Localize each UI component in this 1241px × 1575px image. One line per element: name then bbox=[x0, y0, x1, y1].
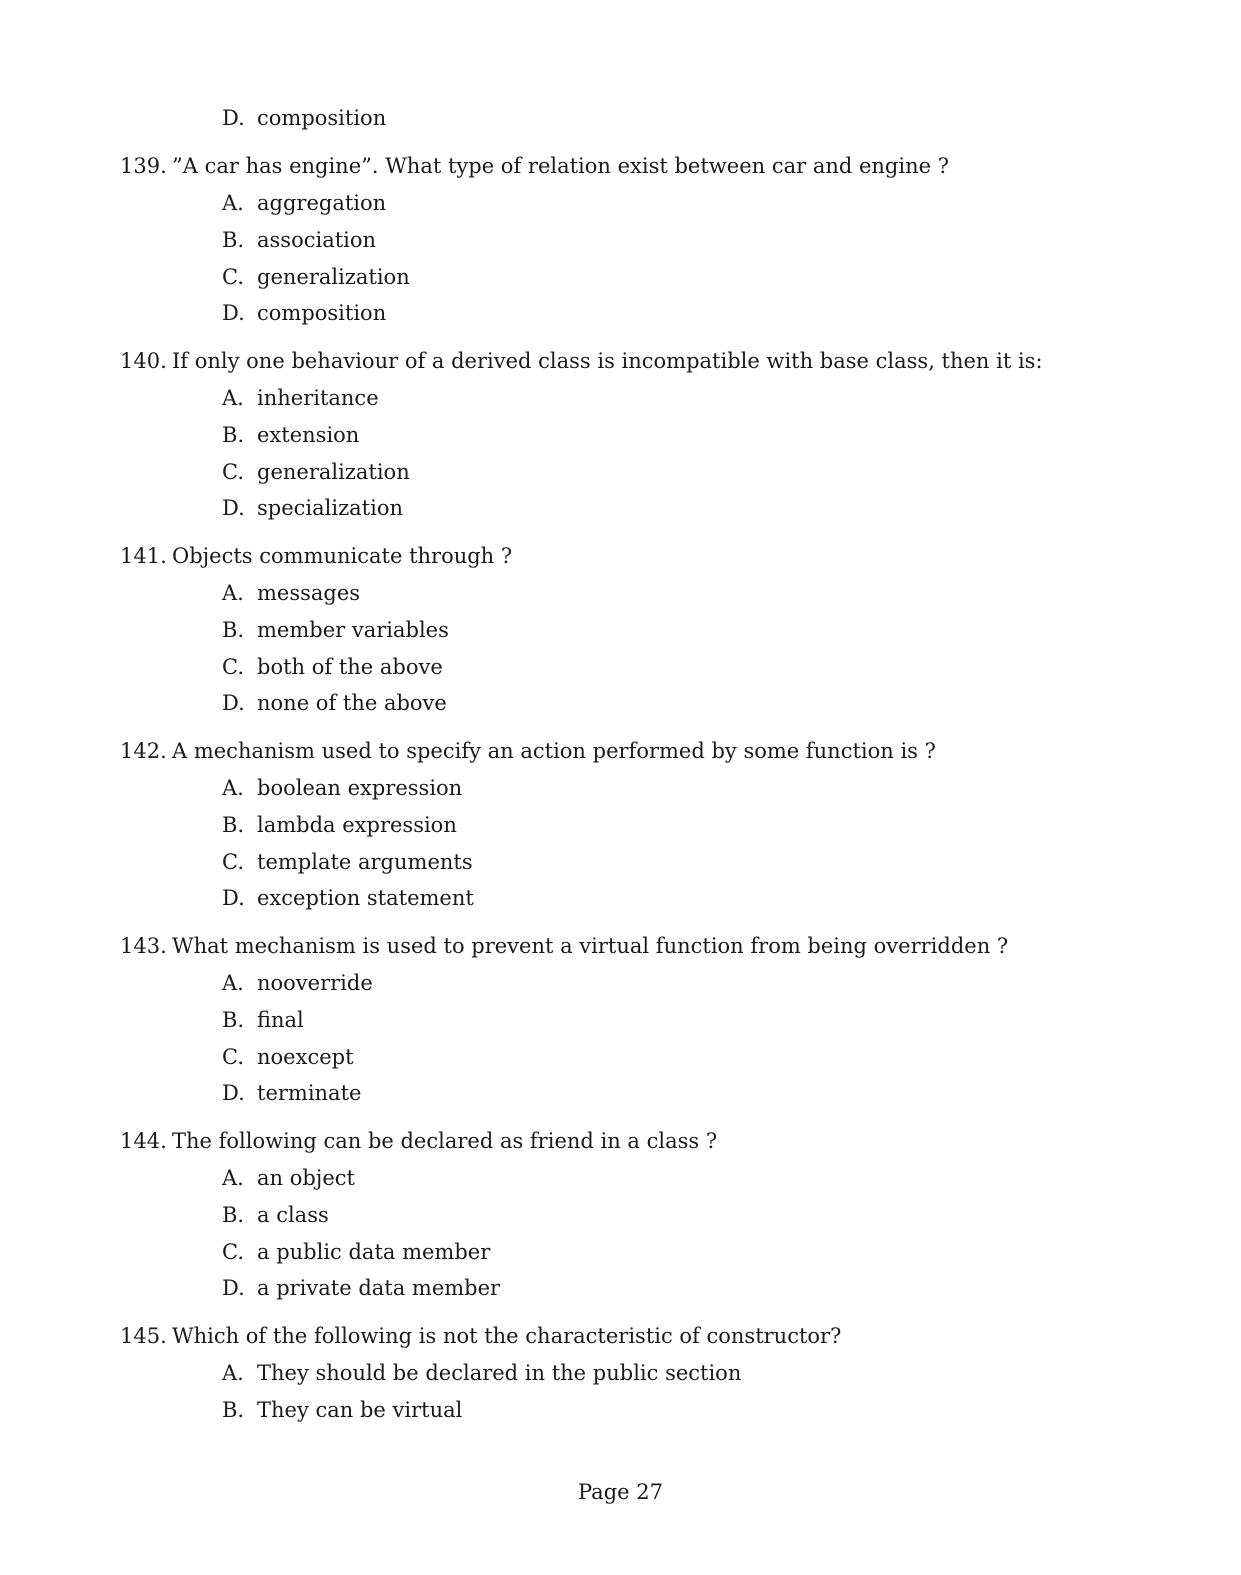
option-text: messages bbox=[257, 581, 361, 605]
question-142 bbox=[120, 737, 1170, 921]
option-text: composition bbox=[257, 106, 387, 130]
option-text: nooverride bbox=[257, 971, 373, 995]
question-text: If only one behaviour of a derived class is incompatible with base class, then it is: bbox=[172, 349, 1043, 373]
option-b bbox=[222, 811, 1170, 839]
question-139 bbox=[120, 152, 1170, 336]
options-list bbox=[120, 189, 1170, 327]
option-letter: D. bbox=[222, 1276, 245, 1301]
option-letter: A. bbox=[222, 191, 244, 215]
question-143 bbox=[120, 932, 1170, 1116]
options-list bbox=[120, 774, 1170, 912]
option-letter: A. bbox=[222, 581, 244, 605]
option-text: exception statement bbox=[257, 886, 474, 911]
option-letter: D. bbox=[222, 691, 245, 716]
option-text: a private data member bbox=[257, 1276, 501, 1301]
question-text: Objects communicate through ? bbox=[172, 544, 513, 568]
option-c bbox=[222, 263, 1170, 291]
option-letter: C. bbox=[222, 1044, 244, 1069]
option-a bbox=[222, 579, 1170, 607]
question-number: 142. bbox=[120, 739, 167, 763]
option-c bbox=[222, 653, 1170, 681]
question-stem bbox=[120, 1127, 1170, 1155]
option-letter: C. bbox=[222, 654, 244, 679]
option-text: template arguments bbox=[257, 849, 473, 874]
question-stem bbox=[120, 932, 1170, 960]
option-letter: D. bbox=[222, 1081, 245, 1106]
option-text: composition bbox=[257, 301, 387, 326]
option-a bbox=[222, 189, 1170, 217]
question-text: ”A car has engine”. What type of relation exist between car and engine ? bbox=[172, 154, 949, 178]
option-text: specialization bbox=[257, 496, 403, 521]
option-letter: A. bbox=[222, 971, 244, 995]
option-d bbox=[222, 689, 1170, 717]
option-a bbox=[222, 1359, 1170, 1387]
options-list bbox=[120, 384, 1170, 522]
option-b bbox=[222, 616, 1170, 644]
question-text: What mechanism is used to prevent a virtual function from being overridden ? bbox=[172, 934, 1009, 958]
option-a bbox=[222, 969, 1170, 997]
option-letter: B. bbox=[222, 1397, 245, 1422]
option-letter: D. bbox=[222, 496, 245, 521]
option-text: an object bbox=[257, 1166, 355, 1190]
carryover-option bbox=[222, 104, 386, 132]
option-letter: D. bbox=[222, 301, 245, 326]
question-number: 144. bbox=[120, 1129, 167, 1153]
option-d bbox=[222, 1079, 1170, 1107]
question-stem bbox=[120, 1322, 1170, 1350]
question-number: 140. bbox=[120, 349, 167, 373]
question-number: 139. bbox=[120, 154, 167, 178]
option-b bbox=[222, 1396, 1170, 1424]
question-stem bbox=[120, 542, 1170, 570]
option-letter: D. bbox=[222, 886, 245, 911]
option bbox=[222, 104, 386, 132]
question-text: The following can be declared as friend in a class ? bbox=[172, 1129, 718, 1153]
option-text: They can be virtual bbox=[257, 1397, 463, 1422]
option-c bbox=[222, 1043, 1170, 1071]
option-text: generalization bbox=[257, 264, 410, 289]
option-letter: C. bbox=[222, 264, 244, 289]
option-d bbox=[222, 884, 1170, 912]
option-text: inheritance bbox=[257, 386, 379, 410]
option-d bbox=[222, 299, 1170, 327]
option-letter: C. bbox=[222, 459, 244, 484]
option-text: none of the above bbox=[257, 691, 447, 716]
option-text: member variables bbox=[257, 617, 449, 642]
option-letter: B. bbox=[222, 1007, 245, 1032]
option-b bbox=[222, 226, 1170, 254]
option-d bbox=[222, 1274, 1170, 1302]
option-text: both of the above bbox=[257, 654, 443, 679]
question-stem bbox=[120, 737, 1170, 765]
option-c bbox=[222, 848, 1170, 876]
question-141 bbox=[120, 542, 1170, 726]
question-144 bbox=[120, 1127, 1170, 1311]
option-a bbox=[222, 384, 1170, 412]
option-letter: C. bbox=[222, 1239, 244, 1264]
option-text: generalization bbox=[257, 459, 410, 484]
option-text: lambda expression bbox=[257, 812, 457, 837]
option-letter: C. bbox=[222, 849, 244, 874]
question-number: 143. bbox=[120, 934, 167, 958]
option-text: boolean expression bbox=[257, 776, 463, 800]
question-number: 145. bbox=[120, 1324, 167, 1348]
option-b bbox=[222, 1201, 1170, 1229]
question-stem bbox=[120, 347, 1170, 375]
option-text: noexcept bbox=[257, 1044, 354, 1069]
question-140 bbox=[120, 347, 1170, 531]
option-letter: B. bbox=[222, 617, 245, 642]
option-letter: B. bbox=[222, 1202, 245, 1227]
option-text: final bbox=[257, 1007, 304, 1032]
question-text: A mechanism used to specify an action performed by some function is ? bbox=[172, 739, 936, 763]
question-145 bbox=[120, 1322, 1170, 1433]
options-list bbox=[120, 969, 1170, 1107]
options-list bbox=[120, 1359, 1170, 1424]
question-stem bbox=[120, 152, 1170, 180]
option-letter: A. bbox=[222, 1166, 244, 1190]
option-letter: B. bbox=[222, 422, 245, 447]
option-b bbox=[222, 1006, 1170, 1034]
option-text: They should be declared in the public section bbox=[257, 1361, 742, 1385]
question-number: 141. bbox=[120, 544, 167, 568]
option-b bbox=[222, 421, 1170, 449]
option-letter: A. bbox=[222, 1361, 244, 1385]
options-list bbox=[120, 1164, 1170, 1302]
option-a bbox=[222, 774, 1170, 802]
option-letter: B. bbox=[222, 812, 245, 837]
option-text: extension bbox=[257, 422, 360, 447]
option-text: a class bbox=[257, 1202, 329, 1227]
option-letter: B. bbox=[222, 227, 245, 252]
option-c bbox=[222, 1238, 1170, 1266]
option-letter: D. bbox=[222, 106, 245, 130]
option-text: aggregation bbox=[257, 191, 387, 215]
option-d bbox=[222, 494, 1170, 522]
option-text: a public data member bbox=[257, 1239, 491, 1264]
option-a bbox=[222, 1164, 1170, 1192]
question-text: Which of the following is not the characteristic of constructor? bbox=[172, 1324, 842, 1348]
option-letter: A. bbox=[222, 776, 244, 800]
option-letter: A. bbox=[222, 386, 244, 410]
option-text: terminate bbox=[257, 1081, 362, 1106]
page-number: Page 27 bbox=[578, 1480, 663, 1504]
options-list bbox=[120, 579, 1170, 717]
option-text: association bbox=[257, 227, 377, 252]
option-c bbox=[222, 458, 1170, 486]
